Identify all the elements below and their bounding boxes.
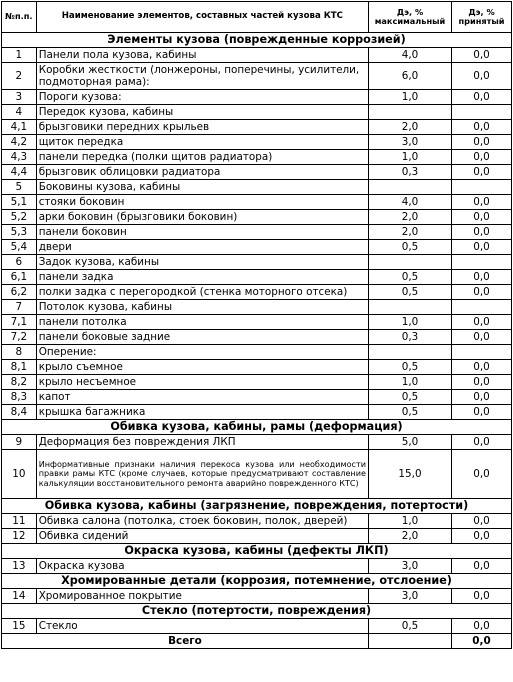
row-name: крыло несъемное bbox=[36, 375, 368, 390]
row-number: 4 bbox=[2, 105, 37, 120]
row-number: 13 bbox=[2, 559, 37, 574]
row-name: полки задка с перегородкой (стенка моторного отсека) bbox=[36, 285, 368, 300]
row-name: Обивка салона (потолка, стоек боковин, полок, дверей) bbox=[36, 514, 368, 529]
row-number: 8,3 bbox=[2, 390, 37, 405]
row-max-value: 2,0 bbox=[368, 529, 451, 544]
table-row bbox=[2, 435, 512, 450]
table-row bbox=[2, 225, 512, 240]
row-number: 8 bbox=[2, 345, 37, 360]
row-max-value: 3,0 bbox=[368, 559, 451, 574]
row-max-value: 1,0 bbox=[368, 150, 451, 165]
row-max-value: 0,5 bbox=[368, 240, 451, 255]
row-max-value bbox=[368, 180, 451, 195]
row-number: 15 bbox=[2, 619, 37, 634]
row-accepted-value: 0,0 bbox=[452, 135, 512, 150]
table-row bbox=[2, 270, 512, 285]
table-row bbox=[2, 63, 512, 90]
total-label: Всего bbox=[2, 634, 369, 649]
row-name: Коробки жесткости (лонжероны, поперечины, усилители, подмоторная рама): bbox=[36, 63, 368, 90]
row-max-value: 6,0 bbox=[368, 63, 451, 90]
table-row bbox=[2, 210, 512, 225]
row-name: брызговик облицовки радиатора bbox=[36, 165, 368, 180]
row-accepted-value: 0,0 bbox=[452, 450, 512, 499]
section-title: Стекло (потертости, повреждения) bbox=[2, 604, 512, 619]
row-max-value: 0,5 bbox=[368, 270, 451, 285]
table-row bbox=[2, 135, 512, 150]
row-name: щиток передка bbox=[36, 135, 368, 150]
header-max: Дэ, % максимальный bbox=[368, 2, 451, 33]
table-row bbox=[2, 90, 512, 105]
row-accepted-value bbox=[452, 105, 512, 120]
table-row bbox=[2, 390, 512, 405]
row-name: Боковины кузова, кабины bbox=[36, 180, 368, 195]
table-row bbox=[2, 240, 512, 255]
row-accepted-value: 0,0 bbox=[452, 405, 512, 420]
section-title: Элементы кузова (поврежденные коррозией) bbox=[2, 33, 512, 48]
row-name: Деформация без повреждения ЛКП bbox=[36, 435, 368, 450]
section-title: Хромированные детали (коррозия, потемнение, отслоение) bbox=[2, 574, 512, 589]
table-body bbox=[2, 33, 512, 634]
table-row bbox=[2, 285, 512, 300]
row-number: 4,4 bbox=[2, 165, 37, 180]
row-max-value: 0,3 bbox=[368, 330, 451, 345]
row-accepted-value: 0,0 bbox=[452, 315, 512, 330]
row-max-value: 4,0 bbox=[368, 195, 451, 210]
section-row bbox=[2, 574, 512, 589]
row-accepted-value: 0,0 bbox=[452, 435, 512, 450]
row-accepted-value bbox=[452, 300, 512, 315]
total-value: 0,0 bbox=[452, 634, 512, 649]
row-name: Оперение: bbox=[36, 345, 368, 360]
table-row bbox=[2, 120, 512, 135]
table-row bbox=[2, 589, 512, 604]
row-max-value: 0,5 bbox=[368, 405, 451, 420]
row-name: Задок кузова, кабины bbox=[36, 255, 368, 270]
table-row bbox=[2, 150, 512, 165]
row-accepted-value bbox=[452, 345, 512, 360]
row-name: Потолок кузова, кабины bbox=[36, 300, 368, 315]
table-row bbox=[2, 529, 512, 544]
row-max-value: 0,5 bbox=[368, 619, 451, 634]
row-name: панели задка bbox=[36, 270, 368, 285]
table-row bbox=[2, 450, 512, 499]
row-accepted-value: 0,0 bbox=[452, 360, 512, 375]
row-accepted-value: 0,0 bbox=[452, 120, 512, 135]
row-name: Окраска кузова bbox=[36, 559, 368, 574]
row-number: 7,2 bbox=[2, 330, 37, 345]
row-max-value: 2,0 bbox=[368, 120, 451, 135]
row-number: 5,3 bbox=[2, 225, 37, 240]
row-accepted-value: 0,0 bbox=[452, 210, 512, 225]
table-row bbox=[2, 180, 512, 195]
table-row bbox=[2, 255, 512, 270]
table-row bbox=[2, 559, 512, 574]
row-number: 5,2 bbox=[2, 210, 37, 225]
wear-table bbox=[1, 1, 512, 649]
table-row bbox=[2, 105, 512, 120]
row-number: 1 bbox=[2, 48, 37, 63]
row-number: 5 bbox=[2, 180, 37, 195]
row-accepted-value: 0,0 bbox=[452, 619, 512, 634]
row-number: 8,4 bbox=[2, 405, 37, 420]
row-accepted-value: 0,0 bbox=[452, 165, 512, 180]
row-number: 9 bbox=[2, 435, 37, 450]
row-accepted-value bbox=[452, 180, 512, 195]
section-row bbox=[2, 604, 512, 619]
row-name: стояки боковин bbox=[36, 195, 368, 210]
row-name: Передок кузова, кабины bbox=[36, 105, 368, 120]
section-row bbox=[2, 33, 512, 48]
total-empty-cell bbox=[368, 634, 451, 649]
row-number: 14 bbox=[2, 589, 37, 604]
row-number: 6,2 bbox=[2, 285, 37, 300]
table-row bbox=[2, 300, 512, 315]
table-row bbox=[2, 48, 512, 63]
table-row bbox=[2, 360, 512, 375]
row-number: 7,1 bbox=[2, 315, 37, 330]
row-name: панели боковин bbox=[36, 225, 368, 240]
row-accepted-value: 0,0 bbox=[452, 589, 512, 604]
row-accepted-value bbox=[452, 255, 512, 270]
row-accepted-value: 0,0 bbox=[452, 514, 512, 529]
row-number: 2 bbox=[2, 63, 37, 90]
row-accepted-value: 0,0 bbox=[452, 63, 512, 90]
row-accepted-value: 0,0 bbox=[452, 375, 512, 390]
section-title: Обивка кузова, кабины, рамы (деформация) bbox=[2, 420, 512, 435]
table-row bbox=[2, 195, 512, 210]
row-name: крыло съемное bbox=[36, 360, 368, 375]
row-max-value: 1,0 bbox=[368, 90, 451, 105]
row-max-value: 5,0 bbox=[368, 435, 451, 450]
row-name: двери bbox=[36, 240, 368, 255]
header-name: Наименование элементов, составных частей кузова КТС bbox=[36, 2, 368, 33]
row-name: Панели пола кузова, кабины bbox=[36, 48, 368, 63]
table-row bbox=[2, 330, 512, 345]
header-row bbox=[2, 2, 512, 33]
row-accepted-value: 0,0 bbox=[452, 195, 512, 210]
row-max-value bbox=[368, 345, 451, 360]
row-max-value: 4,0 bbox=[368, 48, 451, 63]
row-number: 7 bbox=[2, 300, 37, 315]
row-max-value: 3,0 bbox=[368, 589, 451, 604]
row-accepted-value: 0,0 bbox=[452, 90, 512, 105]
row-accepted-value: 0,0 bbox=[452, 529, 512, 544]
section-title: Обивка кузова, кабины (загрязнение, повреждения, потертости) bbox=[2, 499, 512, 514]
row-name: Обивка сидений bbox=[36, 529, 368, 544]
row-accepted-value: 0,0 bbox=[452, 240, 512, 255]
row-max-value: 1,0 bbox=[368, 514, 451, 529]
row-max-value bbox=[368, 105, 451, 120]
row-number: 4,3 bbox=[2, 150, 37, 165]
row-number: 12 bbox=[2, 529, 37, 544]
row-max-value: 1,0 bbox=[368, 315, 451, 330]
row-max-value: 15,0 bbox=[368, 450, 451, 499]
row-accepted-value: 0,0 bbox=[452, 225, 512, 240]
table-row bbox=[2, 514, 512, 529]
row-max-value: 3,0 bbox=[368, 135, 451, 150]
table-row bbox=[2, 619, 512, 634]
row-number: 10 bbox=[2, 450, 37, 499]
row-number: 8,1 bbox=[2, 360, 37, 375]
row-max-value: 0,5 bbox=[368, 285, 451, 300]
section-row bbox=[2, 499, 512, 514]
total-row bbox=[2, 634, 512, 649]
row-accepted-value: 0,0 bbox=[452, 330, 512, 345]
row-name: панели передка (полки щитов радиатора) bbox=[36, 150, 368, 165]
row-max-value: 0,5 bbox=[368, 390, 451, 405]
row-name: капот bbox=[36, 390, 368, 405]
row-name: крышка багажника bbox=[36, 405, 368, 420]
row-accepted-value: 0,0 bbox=[452, 285, 512, 300]
row-number: 4,2 bbox=[2, 135, 37, 150]
row-name: Хромированное покрытие bbox=[36, 589, 368, 604]
table-row bbox=[2, 405, 512, 420]
row-max-value bbox=[368, 255, 451, 270]
row-name: Стекло bbox=[36, 619, 368, 634]
section-row bbox=[2, 544, 512, 559]
header-num: №п.п. bbox=[2, 2, 37, 33]
row-name: брызговики передних крыльев bbox=[36, 120, 368, 135]
row-name: Информативные признаки наличия перекоса кузова или необходимости правки рамы КТС (кроме случаев, которые предусматривают составление калькуляции восстановительного ремонта аварийно поврежденного КТС) bbox=[36, 450, 368, 499]
table-row bbox=[2, 375, 512, 390]
header-accepted: Дэ, % принятый bbox=[452, 2, 512, 33]
row-number: 4,1 bbox=[2, 120, 37, 135]
row-number: 3 bbox=[2, 90, 37, 105]
row-max-value: 1,0 bbox=[368, 375, 451, 390]
row-max-value bbox=[368, 300, 451, 315]
row-number: 8,2 bbox=[2, 375, 37, 390]
table-row bbox=[2, 315, 512, 330]
row-accepted-value: 0,0 bbox=[452, 270, 512, 285]
row-number: 6,1 bbox=[2, 270, 37, 285]
row-number: 5,4 bbox=[2, 240, 37, 255]
row-max-value: 2,0 bbox=[368, 210, 451, 225]
row-name: арки боковин (брызговики боковин) bbox=[36, 210, 368, 225]
row-accepted-value: 0,0 bbox=[452, 390, 512, 405]
row-number: 11 bbox=[2, 514, 37, 529]
table-row bbox=[2, 165, 512, 180]
row-max-value: 0,3 bbox=[368, 165, 451, 180]
row-max-value: 0,5 bbox=[368, 360, 451, 375]
row-max-value: 2,0 bbox=[368, 225, 451, 240]
row-accepted-value: 0,0 bbox=[452, 48, 512, 63]
row-number: 5,1 bbox=[2, 195, 37, 210]
row-accepted-value: 0,0 bbox=[452, 559, 512, 574]
row-accepted-value: 0,0 bbox=[452, 150, 512, 165]
section-title: Окраска кузова, кабины (дефекты ЛКП) bbox=[2, 544, 512, 559]
table-row bbox=[2, 345, 512, 360]
section-row bbox=[2, 420, 512, 435]
row-number: 6 bbox=[2, 255, 37, 270]
row-name: Пороги кузова: bbox=[36, 90, 368, 105]
row-name: панели потолка bbox=[36, 315, 368, 330]
row-name: панели боковые задние bbox=[36, 330, 368, 345]
